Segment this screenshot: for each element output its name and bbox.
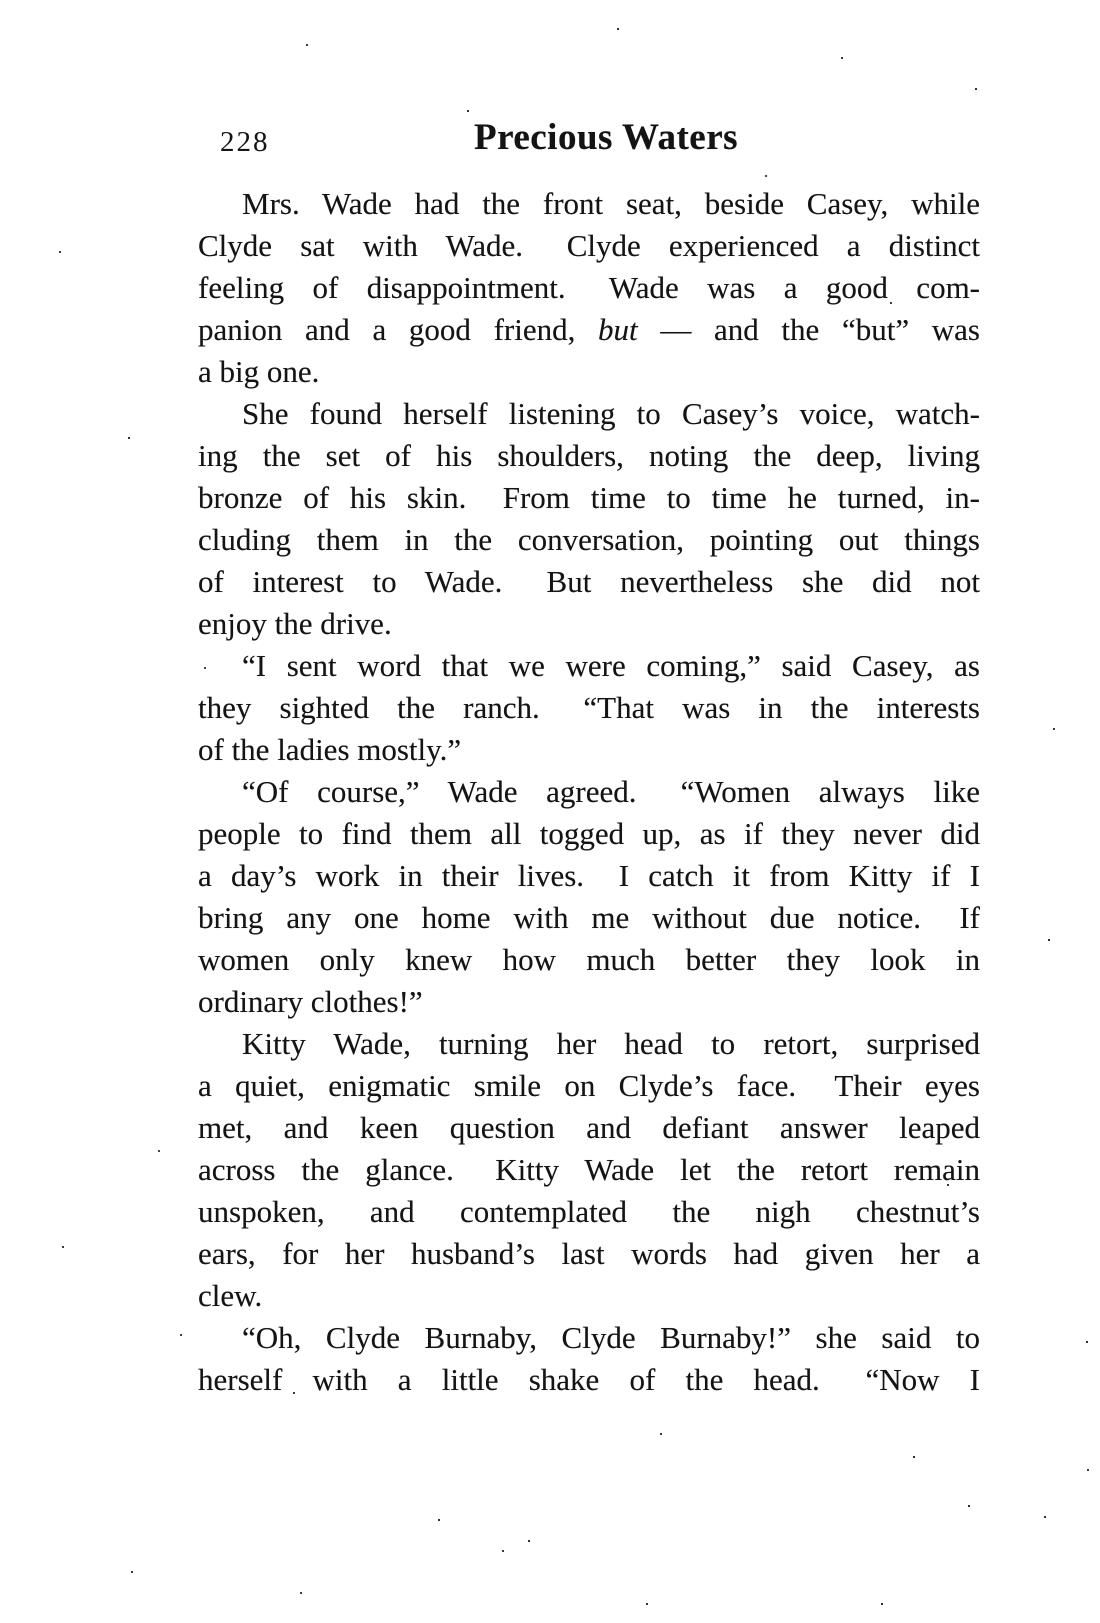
paragraph bbox=[198, 393, 980, 645]
text-line: cluding them in the conversation, pointing out things bbox=[198, 522, 980, 557]
page-number: 228 bbox=[220, 126, 270, 158]
text-line: Mrs. Wade had the front seat, beside Casey, while bbox=[242, 186, 980, 221]
text-line: a big one. bbox=[198, 354, 320, 389]
text-line: Kitty Wade, turning her head to retort, surprised bbox=[242, 1026, 980, 1061]
text-line: ordinary clothes!” bbox=[198, 984, 423, 1019]
text-line: they sighted the ranch. “That was in the interests bbox=[198, 690, 980, 725]
running-title: Precious Waters bbox=[473, 117, 739, 158]
paragraph bbox=[198, 1317, 980, 1401]
text-line: She found herself listening to Casey’s voice, watch- bbox=[242, 396, 980, 431]
text-block bbox=[198, 183, 980, 1401]
text-line: “I sent word that we were coming,” said Casey, as bbox=[242, 648, 980, 683]
text-line: Clyde sat with Wade. Clyde experienced a distinct bbox=[198, 228, 980, 263]
paragraph bbox=[198, 645, 980, 771]
text-line: “Of course,” Wade agreed. “Women always like bbox=[242, 774, 980, 809]
text-line: ing the set of his shoulders, noting the deep, living bbox=[198, 438, 980, 473]
text-line bbox=[198, 309, 980, 351]
paragraph bbox=[198, 183, 980, 393]
text-segment: panion and a good friend, bbox=[198, 312, 599, 347]
text-line: bring any one home with me without due notice. If bbox=[198, 900, 980, 935]
text-line: “Oh, Clyde Burnaby, Clyde Burnaby!” she said to bbox=[242, 1320, 980, 1355]
text-line: clew. bbox=[198, 1278, 263, 1313]
paragraph bbox=[198, 771, 980, 1023]
text-line: enjoy the drive. bbox=[198, 606, 392, 641]
italic-text-segment: but bbox=[598, 312, 638, 347]
text-line: unspoken, and contemplated the nigh chestnut’s bbox=[198, 1194, 980, 1229]
text-line: people to find them all togged up, as if they never did bbox=[198, 816, 980, 851]
text-line: of interest to Wade. But nevertheless she did not bbox=[198, 564, 980, 599]
text-line: across the glance. Kitty Wade let the retort remain bbox=[198, 1152, 980, 1187]
text-line: ears, for her husband’s last words had given her a bbox=[198, 1236, 980, 1271]
text-line: of the ladies mostly.” bbox=[198, 732, 462, 767]
text-segment: — and the “but” was bbox=[637, 312, 980, 347]
paragraph bbox=[198, 1023, 980, 1317]
text-line: feeling of disappointment. Wade was a good com- bbox=[198, 270, 980, 305]
text-line: women only knew how much better they look in bbox=[198, 942, 980, 977]
text-line: met, and keen question and defiant answer leaped bbox=[198, 1110, 980, 1145]
text-line: bronze of his skin. From time to time he turned, in- bbox=[198, 480, 980, 515]
text-line: a quiet, enigmatic smile on Clyde’s face. Their eyes bbox=[198, 1068, 980, 1103]
text-line: a day’s work in their lives. I catch it from Kitty if I bbox=[198, 858, 980, 893]
scan-noise-specks bbox=[0, 0, 2, 2]
page-header bbox=[198, 118, 980, 170]
text-line: herself with a little shake of the head. “Now I bbox=[198, 1362, 980, 1397]
